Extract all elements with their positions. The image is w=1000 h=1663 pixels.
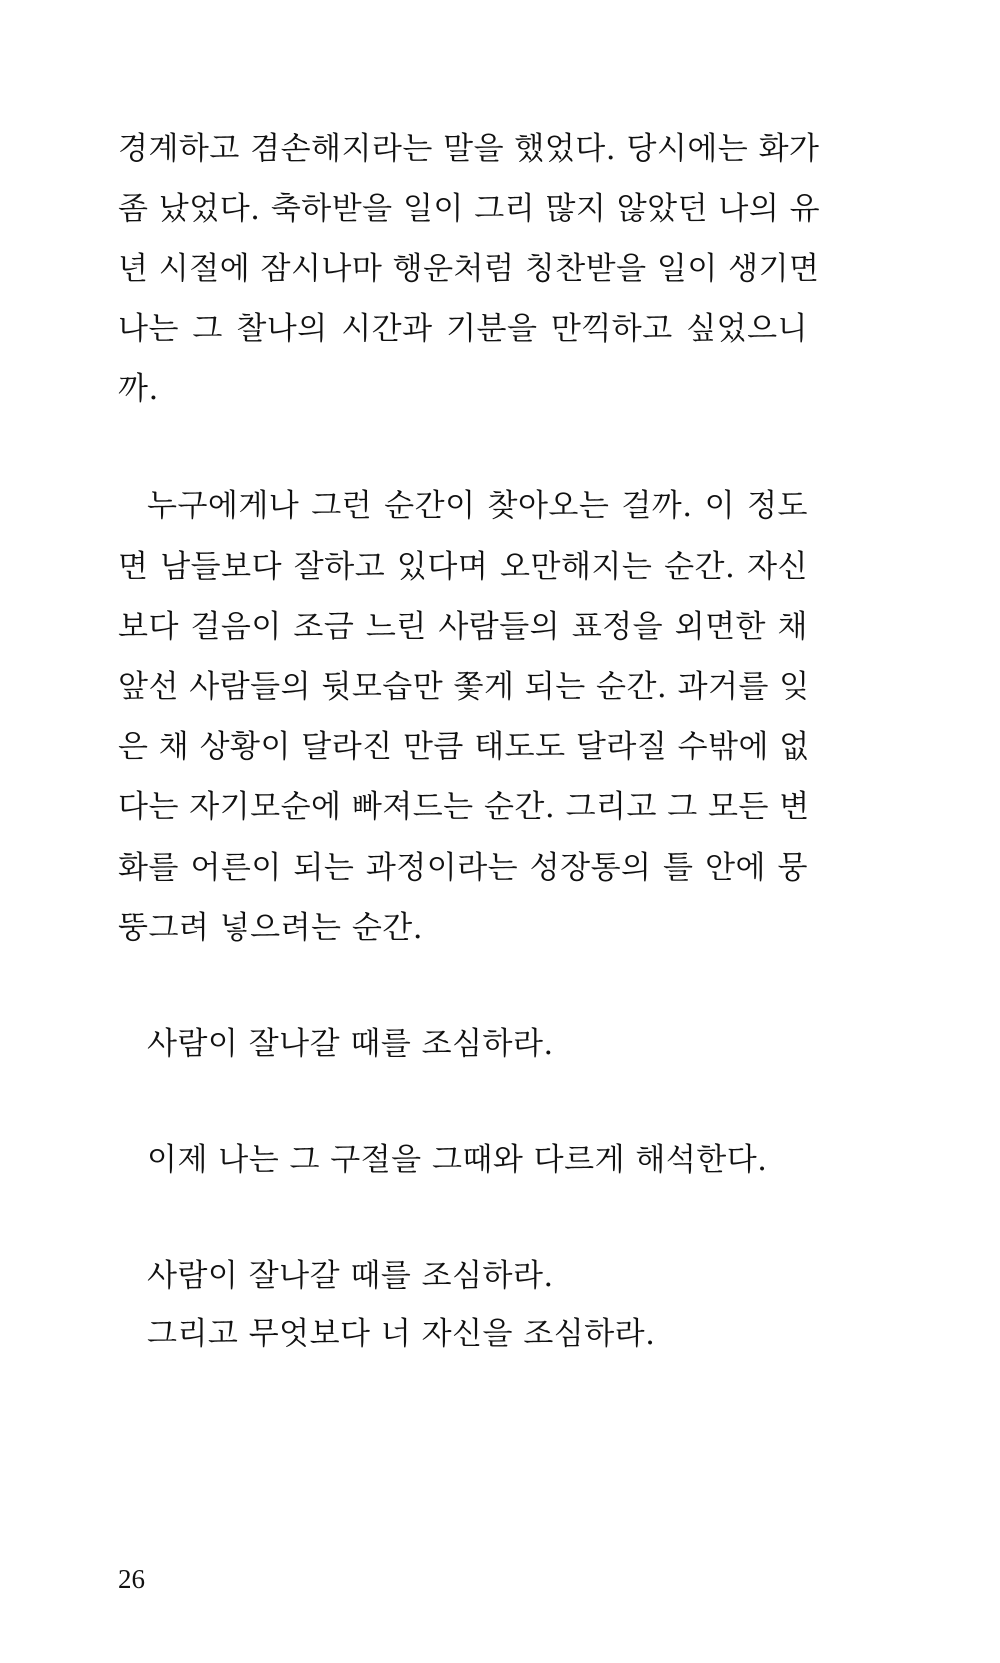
paragraph-2-line-4: 앞선 사람들의 뒷모습만 쫓게 되는 순간. 과거를 잊 <box>118 669 810 705</box>
paragraph-1-line-5: 까. <box>118 371 159 407</box>
verse-3-line-2: 그리고 무엇보다 너 자신을 조심하라. <box>147 1316 656 1352</box>
paragraph-2-line-5: 은 채 상황이 달라진 만큼 태도도 달라질 수밖에 없 <box>118 729 810 765</box>
paragraph-1-line-1: 경계하고 겸손해지라는 말을 했었다. 당시에는 화가 <box>118 131 820 167</box>
verse-3-line-1: 사람이 잘나갈 때를 조심하라. <box>147 1258 554 1294</box>
verse-1: 사람이 잘나갈 때를 조심하라. <box>147 1026 554 1062</box>
paragraph-2-line-2: 면 남들보다 잘하고 있다며 오만해지는 순간. 자신 <box>118 549 808 585</box>
verse-2: 이제 나는 그 구절을 그때와 다르게 해석한다. <box>147 1142 768 1178</box>
paragraph-2-line-3: 보다 걸음이 조금 느린 사람들의 표정을 외면한 채 <box>118 609 808 645</box>
paragraph-1-line-2: 좀 났었다. 축하받을 일이 그리 많지 않았던 나의 유 <box>118 191 821 227</box>
paragraph-2-line-6: 다는 자기모순에 빠져드는 순간. 그리고 그 모든 변 <box>118 789 810 825</box>
paragraph-2-line-1: 누구에게나 그런 순간이 찾아오는 걸까. 이 정도 <box>147 488 808 524</box>
page-number: 26 <box>118 1564 145 1594</box>
paragraph-2-line-7: 화를 어른이 되는 과정이라는 성장통의 틀 안에 뭉 <box>118 850 808 886</box>
paragraph-1-line-4: 나는 그 찰나의 시간과 기분을 만끽하고 싶었으니 <box>118 311 808 347</box>
paragraph-2-line-8: 뚱그려 넣으려는 순간. <box>118 910 424 946</box>
paragraph-1-line-3: 년 시절에 잠시나마 행운처럼 칭찬받을 일이 생기면 <box>118 251 820 287</box>
